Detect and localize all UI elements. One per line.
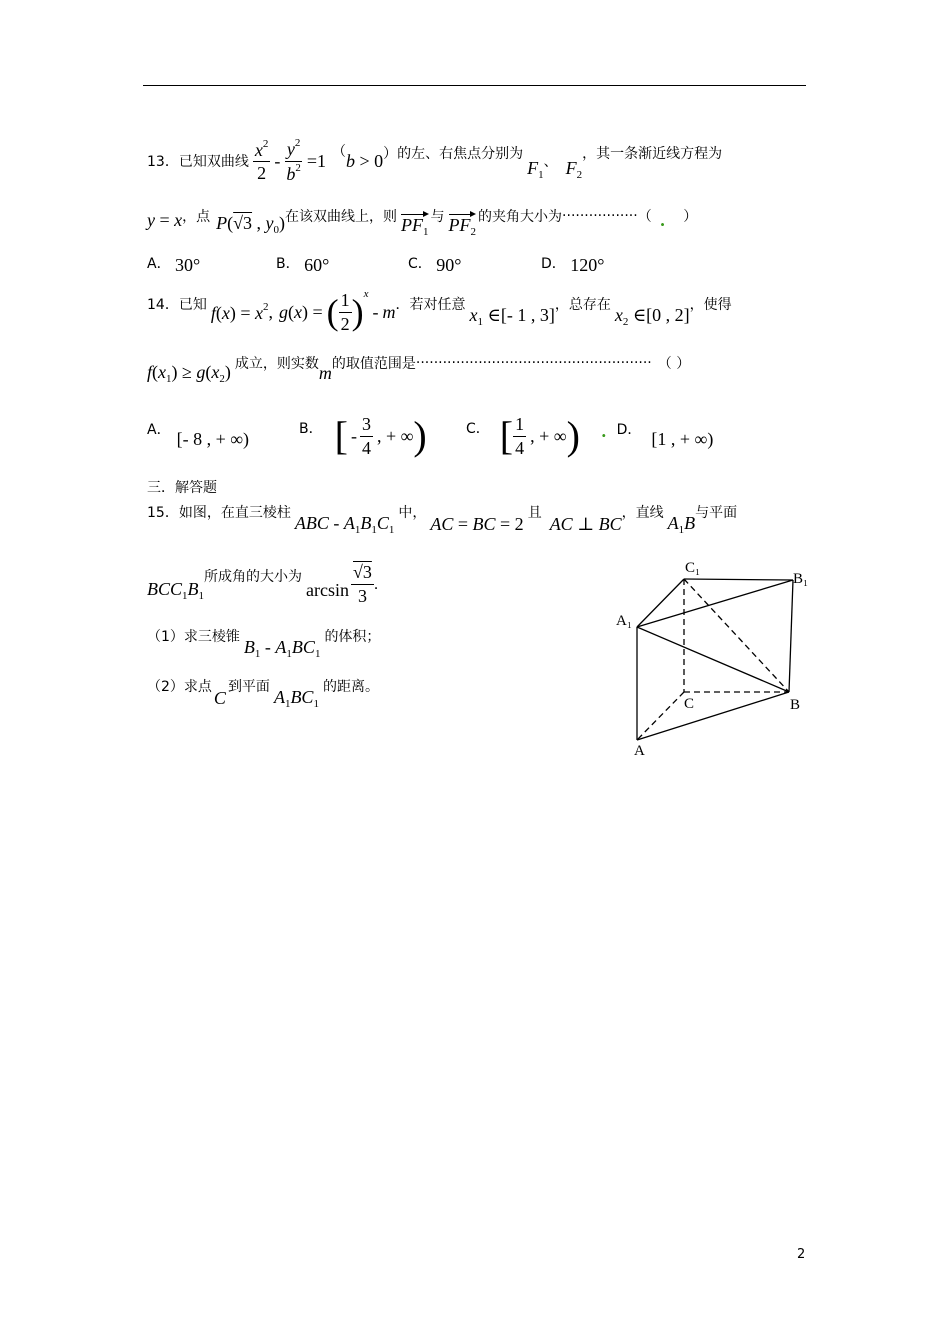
header-rule	[143, 85, 806, 86]
q15-angle-value: arcsin $\frac{√3}{3}$	[306, 562, 372, 606]
q13-option-d-value: 120°	[570, 255, 605, 275]
page-number: 2	[797, 1247, 806, 1262]
label-a: A	[634, 743, 645, 759]
q15-line2	[147, 558, 388, 610]
q13-sep: 、	[543, 154, 558, 170]
prism-figure	[600, 555, 825, 765]
q13-option-a-value: 30°	[175, 255, 201, 275]
q13-paren-open: （	[637, 209, 652, 225]
q14-d: 成立，则实数	[234, 356, 319, 372]
q13-equals-one: =1	[306, 150, 326, 171]
q15-perpendicular: AC ⊥ BC	[549, 513, 622, 534]
q14-option-b	[299, 410, 427, 462]
q13-f1: $F_1$	[527, 157, 544, 181]
q15-part1-pyramid: $B_1 - A_1BC_1$	[243, 636, 321, 660]
q15-line1	[147, 502, 737, 538]
q13-intro: 13．已知双曲线	[147, 154, 249, 170]
q13-line2	[147, 202, 697, 238]
q13-option-c	[408, 252, 461, 273]
q15-e: 所成角的大小为	[204, 569, 303, 585]
q13-option-a-label: A．	[147, 256, 171, 272]
q13-condition: b > 0	[345, 150, 384, 171]
q13-line2-b: 在该双曲线上，则	[285, 209, 398, 225]
q14-option-d-label: D．	[616, 422, 642, 438]
edge-c1-b1	[684, 579, 793, 580]
q13-cond-close: ）的左、右焦点分别为	[383, 146, 524, 162]
q13-line2-c: 与	[430, 209, 445, 225]
q14-option-c-label: C．	[466, 421, 490, 437]
label-c1: C₁	[685, 560, 701, 576]
q13-green-dot: .	[659, 210, 666, 230]
q14-intro: 14．已知	[147, 297, 207, 313]
q13-point-p: P(√3 , $y_0$)	[216, 212, 286, 236]
q13-vector-pf2: $PF_2$	[448, 214, 477, 238]
q14-option-d-value: [1 , + ∞)	[651, 428, 714, 449]
q13-f2: $F_2$	[565, 157, 583, 181]
q13-option-b-label: B．	[276, 256, 300, 272]
q14-option-b-label: B．	[299, 421, 323, 437]
q13-dots: ·················	[562, 208, 638, 224]
q15-prism: ABC - $A_1B_1C_1$	[294, 512, 395, 536]
q15-intro: 15．如图，在直三棱柱	[147, 505, 291, 521]
q14-option-c-value: [ $\frac{1}{4}$ , + ∞ )	[499, 413, 580, 458]
q13-cond-open: （	[331, 144, 346, 160]
q13-line1	[147, 136, 722, 186]
q14-a: ．若对任意	[395, 297, 466, 313]
q15-part2-b: 到平面	[227, 679, 270, 695]
q15-part2-c: 的距离。	[322, 679, 379, 695]
q15-part2-a: （2）求点	[147, 679, 212, 695]
q14-option-a-label: A．	[147, 422, 171, 438]
q14-comma: ,	[268, 301, 273, 322]
q15-part1-b: 的体积；	[324, 629, 381, 645]
q15-d: 与平面	[695, 505, 738, 521]
q14-f-def: $f(x) = x^2$	[210, 300, 269, 323]
q14-b: ，总存在	[554, 297, 611, 313]
q13-option-c-label: C．	[408, 256, 432, 272]
q15-b: 且	[527, 505, 542, 521]
q15-part1-a: （1）求三棱锥	[147, 629, 240, 645]
q15-f: ．	[373, 577, 388, 593]
q14-line2	[147, 352, 691, 385]
q13-paren-close: ）	[683, 209, 698, 225]
q14-line1	[147, 286, 732, 338]
edge-b1-b	[789, 580, 793, 692]
q14-x1-range: $x_1$ ∈[- 1 , 3]	[469, 304, 555, 328]
q13-formula-x2-over-2: $\frac{x^2}{2}$	[254, 137, 269, 183]
edge-c1-b	[684, 579, 789, 692]
q14-option-b-value: [ - $\frac{3}{4}$ , + ∞ )	[334, 413, 427, 458]
section3-heading: 三．解答题	[147, 480, 217, 496]
label-c: C	[684, 696, 695, 712]
q14-paren: （ ）	[657, 356, 691, 372]
q13-option-b	[276, 252, 329, 273]
q15-equal-sides: AC = BC = 2	[430, 513, 524, 534]
q14-e: 的取值范围是	[331, 356, 416, 372]
q13-tail: ，其一条渐近线方程为	[582, 146, 723, 162]
q13-line2-a: ，点	[182, 209, 211, 225]
q14-green-dot: .	[601, 421, 607, 441]
q13-option-c-value: 90°	[436, 255, 462, 275]
label-b1: B₁	[793, 571, 809, 587]
q14-dots: ·····················································	[415, 355, 652, 371]
q14-option-a-value: [- 8 , + ∞)	[176, 428, 250, 449]
label-b: B	[790, 697, 801, 713]
label-a1: A₁	[616, 613, 633, 629]
q14-c: ，使得	[689, 297, 732, 313]
q13-option-b-value: 60°	[304, 255, 330, 275]
q13-vector-pf1: $PF_1$	[401, 214, 429, 238]
q14-m: m	[318, 362, 332, 383]
edge-a1-b	[637, 627, 789, 692]
q15-c: ，直线	[621, 505, 664, 521]
q14-option-a	[147, 412, 249, 462]
q13-line2-d: 的夹角大小为	[478, 209, 563, 225]
q15-part1	[147, 624, 380, 660]
q13-formula-y2-over-b2: $\frac{y^2}{b^2}$	[286, 137, 301, 184]
q13-asymptote: y = x	[147, 209, 183, 230]
q15-part2-point-c: C	[213, 687, 226, 708]
q15-plane: $BCC_1B_1$	[147, 578, 205, 602]
q15-part2-plane: $A_1BC_1$	[273, 686, 319, 710]
q14-option-c	[466, 410, 580, 462]
q15-a: 中，	[398, 505, 427, 521]
q14-x2-range: $x_2$ ∈[0 , 2]	[614, 304, 690, 328]
q15-line-a1b: $A_1B$	[667, 512, 696, 536]
q14-option-d	[601, 412, 713, 462]
q13-option-d	[541, 252, 604, 273]
q13-option-d-label: D．	[541, 256, 566, 272]
q13-minus: -	[274, 150, 281, 171]
q15-part2	[147, 674, 379, 710]
q14-inequality: $f(x_1) \ge g(x_2)$	[147, 361, 231, 385]
q14-g-def: g ( x ) = ( $\frac{1}{2}$ ) x - m	[279, 288, 396, 334]
q13-option-a	[147, 252, 200, 273]
